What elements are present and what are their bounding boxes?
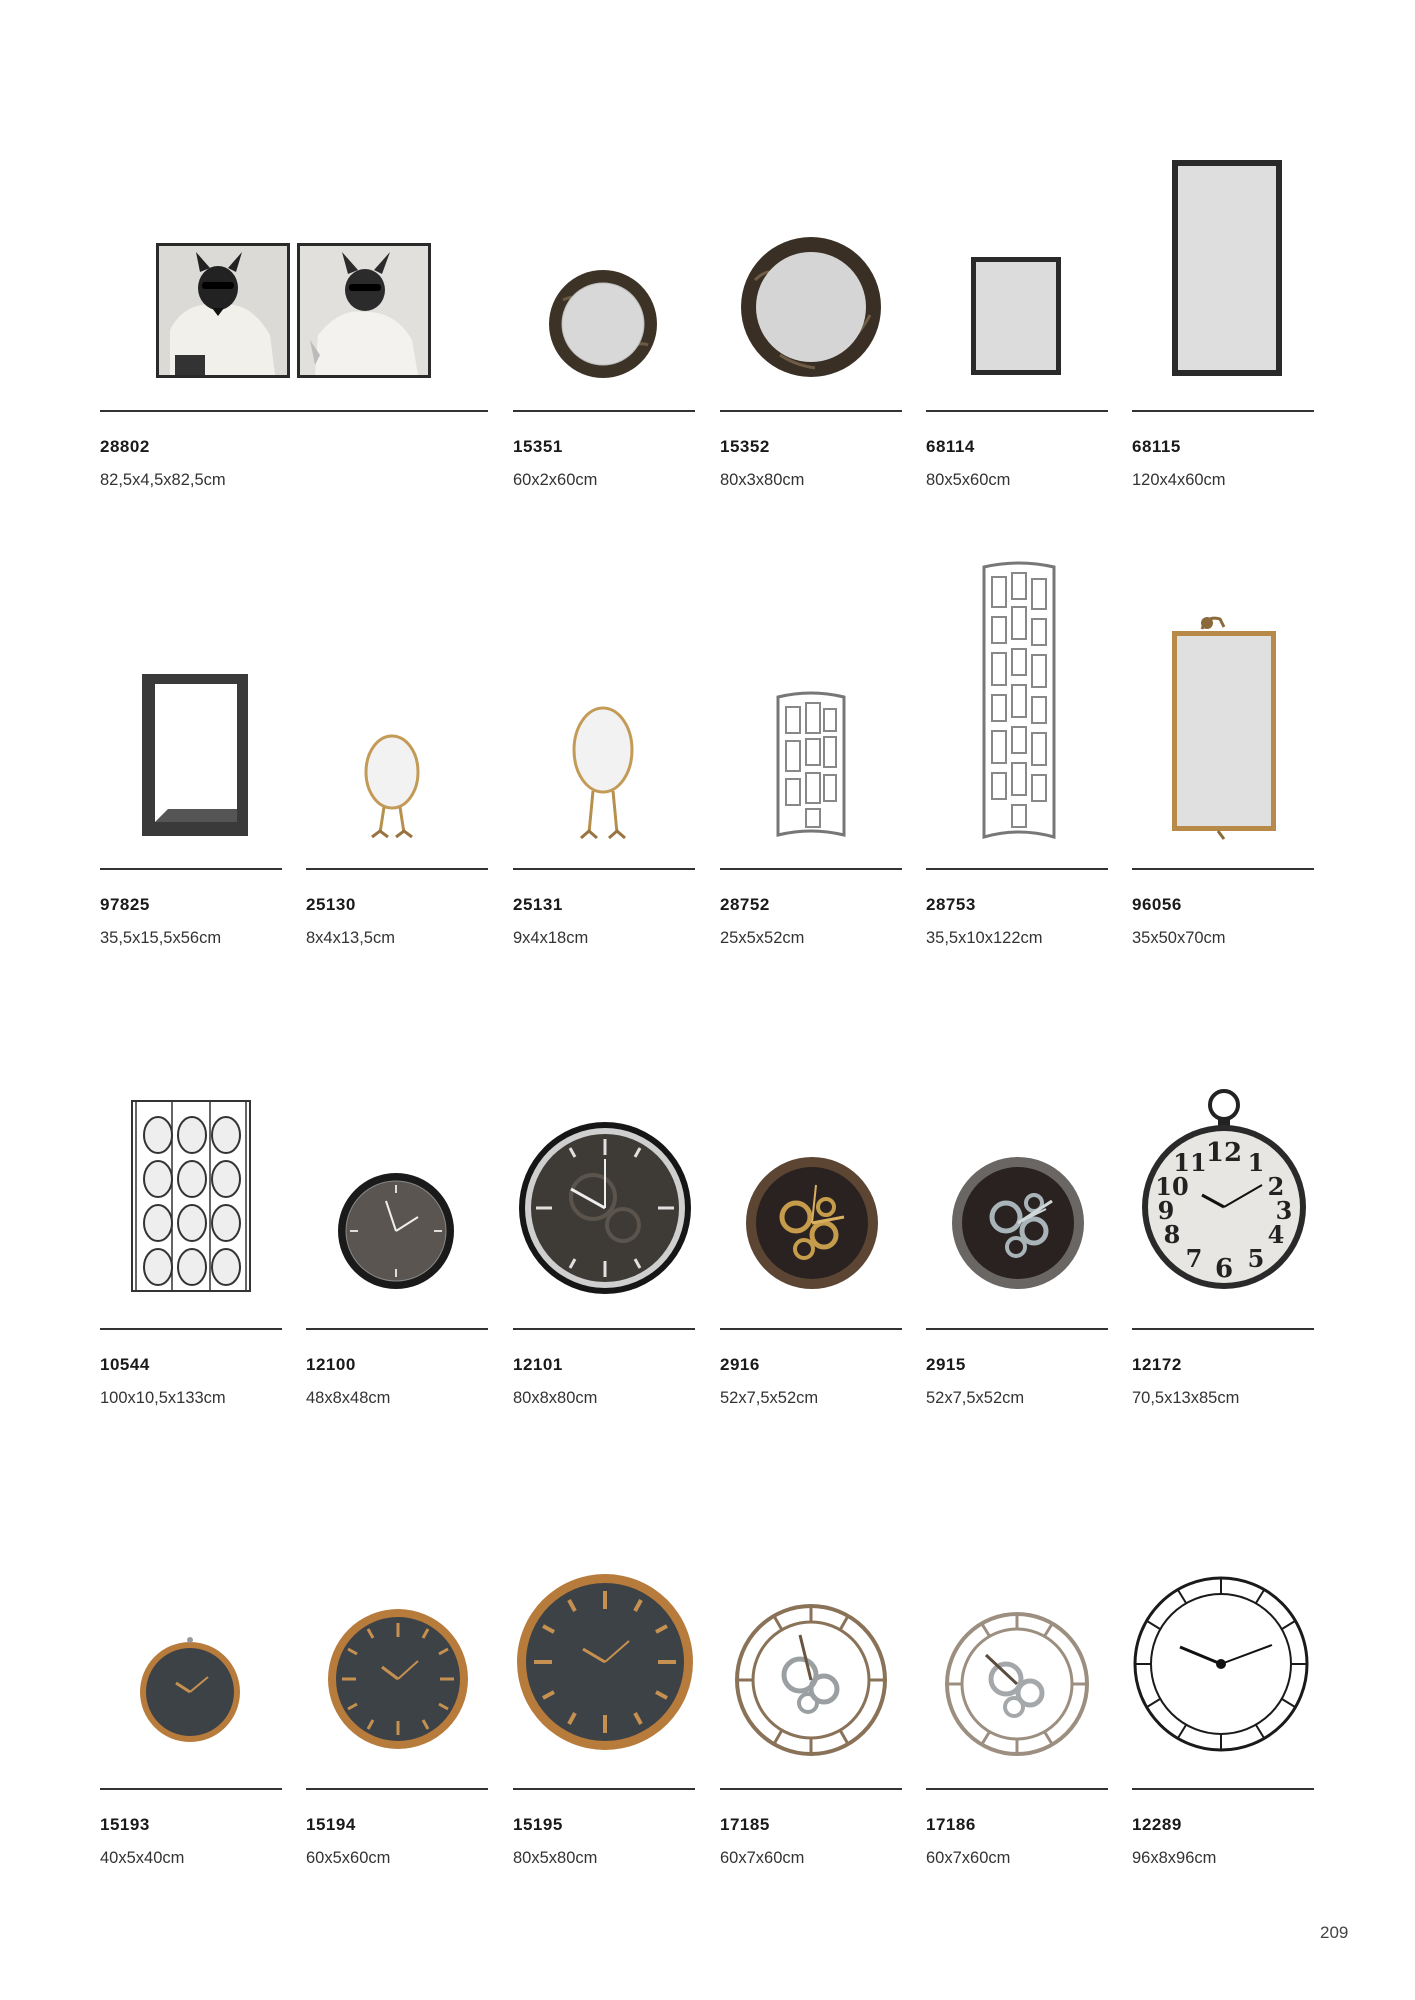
product-28802 [100,140,488,500]
divider-line [100,1328,282,1330]
black-wall-box-shelf-image [100,557,282,867]
large-black-clock-image [513,1077,695,1327]
product-dimensions: 48x8x48cm [306,1389,391,1407]
pocket-watch-wall-clock-image [1132,1077,1314,1327]
product-code: 15193 [100,1815,150,1834]
product-code: 25130 [306,895,356,914]
small-silver-wall-candle-holder-image [720,557,902,867]
product-28753 [926,557,1108,947]
product-code: 15351 [513,437,563,456]
product-25131 [513,557,695,947]
clock-numeral-6: 6 [1214,1254,1234,1284]
product-dimensions: 25x5x52cm [720,929,805,947]
divider-line [513,1328,695,1330]
product-10544 [100,1077,282,1437]
clock-numeral-12: 12 [1205,1138,1243,1168]
product-code: 12101 [513,1355,563,1374]
small-round-mirror-dark-marble-image [513,140,695,410]
small-black-clock-image [306,1077,488,1327]
gold-oval-mirror-bird-feet-image [513,557,695,867]
medium-wood-rim-clock-image [306,1537,488,1787]
divider-line [100,1788,282,1790]
clock-numeral-4: 4 [1267,1220,1285,1249]
product-dimensions: 52x7,5x52cm [720,1389,819,1407]
product-code: 96056 [1132,895,1182,914]
product-code: 68114 [926,437,975,456]
product-dimensions: 60x7x60cm [926,1849,1011,1867]
divider-line [926,1328,1108,1330]
divider-line [926,410,1108,412]
product-12172 [1132,1077,1314,1437]
skeleton-gear-clock-silver-image [926,1537,1108,1787]
product-15194 [306,1537,488,1897]
bronze-gear-clock-image [720,1077,902,1327]
product-68114 [926,140,1108,500]
tall-rectangular-mirror-black-image [1132,140,1314,410]
product-2915 [926,1077,1108,1437]
product-code: 17186 [926,1815,976,1834]
divider-line [1132,410,1314,412]
divider-line [926,1788,1108,1790]
small-wood-rim-clock-image [100,1537,282,1787]
product-code: 68115 [1132,437,1181,456]
product-12289 [1132,1537,1314,1897]
product-dimensions: 60x2x60cm [513,471,598,489]
product-dimensions: 80x8x80cm [513,1389,598,1407]
product-28752 [720,557,902,947]
tall-silver-wall-candle-holder-image [926,557,1108,867]
product-dimensions: 35,5x15,5x56cm [100,929,222,947]
wire-grid-round-mirrors-image [100,1077,282,1327]
divider-line [306,1788,488,1790]
product-97825 [100,557,282,947]
product-12100 [306,1077,488,1437]
clock-numeral-5: 5 [1247,1244,1265,1273]
product-dimensions: 60x7x60cm [720,1849,805,1867]
product-dimensions: 35x50x70cm [1132,929,1226,947]
product-code: 10544 [100,1355,150,1374]
clock-numeral-3: 3 [1275,1196,1293,1225]
product-15193 [100,1537,282,1897]
product-code: 12289 [1132,1815,1182,1834]
clock-numeral-10: 10 [1155,1172,1189,1201]
divider-line [306,1328,488,1330]
product-15352 [720,140,902,500]
product-code: 15352 [720,437,770,456]
product-25130 [306,557,488,947]
product-code: 12172 [1132,1355,1182,1374]
product-dimensions: 82,5x4,5x82,5cm [100,471,226,489]
divider-line [720,868,902,870]
product-17186 [926,1537,1108,1897]
divider-line [1132,868,1314,870]
large-wood-rim-clock-image [513,1537,695,1787]
divider-line [720,1328,902,1330]
clock-numeral-9: 9 [1157,1196,1175,1225]
product-68115 [1132,140,1314,500]
product-12101 [513,1077,695,1437]
product-dimensions: 120x4x60cm [1132,471,1226,489]
page-number: 209 [1320,1923,1349,1942]
divider-line [926,868,1108,870]
product-code: 17185 [720,1815,770,1834]
skeleton-gear-clock-bronze-image [720,1537,902,1787]
product-dimensions: 52x7,5x52cm [926,1389,1025,1407]
clock-numeral-8: 8 [1163,1220,1181,1249]
clock-numeral-7: 7 [1185,1244,1203,1273]
small-gold-oval-mirror-bird-feet-image [306,557,488,867]
divider-line [720,410,902,412]
clock-numeral-2: 2 [1267,1172,1285,1201]
product-code: 28752 [720,895,770,914]
product-15351 [513,140,695,500]
product-code: 28753 [926,895,976,914]
gold-frame-hanging-mirror-image [1132,557,1314,867]
divider-line [1132,1788,1314,1790]
product-dimensions: 100x10,5x133cm [100,1389,226,1407]
product-96056 [1132,557,1314,947]
product-code: 97825 [100,895,150,914]
divider-line [720,1788,902,1790]
product-code: 15195 [513,1815,563,1834]
product-dimensions: 35,5x10x122cm [926,929,1043,947]
product-15195 [513,1537,695,1897]
divider-line [1132,1328,1314,1330]
open-frame-metal-clock-image [1132,1537,1314,1787]
divider-line [513,1788,695,1790]
product-dimensions: 70,5x13x85cm [1132,1389,1240,1407]
product-dimensions: 96x8x96cm [1132,1849,1217,1867]
large-round-mirror-dark-marble-image [720,140,902,410]
product-code: 2916 [720,1355,760,1374]
product-code: 12100 [306,1355,356,1374]
product-code: 28802 [100,437,150,456]
grey-gear-clock-image [926,1077,1108,1327]
product-dimensions: 80x5x60cm [926,471,1011,489]
twin-dog-art-prints-image [100,140,488,410]
product-dimensions: 40x5x40cm [100,1849,185,1867]
divider-line [100,868,282,870]
clock-numeral-11: 11 [1173,1148,1207,1177]
product-dimensions: 9x4x18cm [513,929,589,947]
divider-line [100,410,488,412]
product-code: 2915 [926,1355,966,1374]
divider-line [513,410,695,412]
product-code: 25131 [513,895,563,914]
rectangular-mirror-black-image [926,140,1108,410]
product-dimensions: 80x5x80cm [513,1849,598,1867]
product-17185 [720,1537,902,1897]
product-2916 [720,1077,902,1437]
divider-line [513,868,695,870]
product-code: 15194 [306,1815,356,1834]
clock-numeral-1: 1 [1247,1148,1265,1177]
product-dimensions: 60x5x60cm [306,1849,391,1867]
product-dimensions: 80x3x80cm [720,471,805,489]
product-dimensions: 8x4x13,5cm [306,929,395,947]
divider-line [306,868,488,870]
